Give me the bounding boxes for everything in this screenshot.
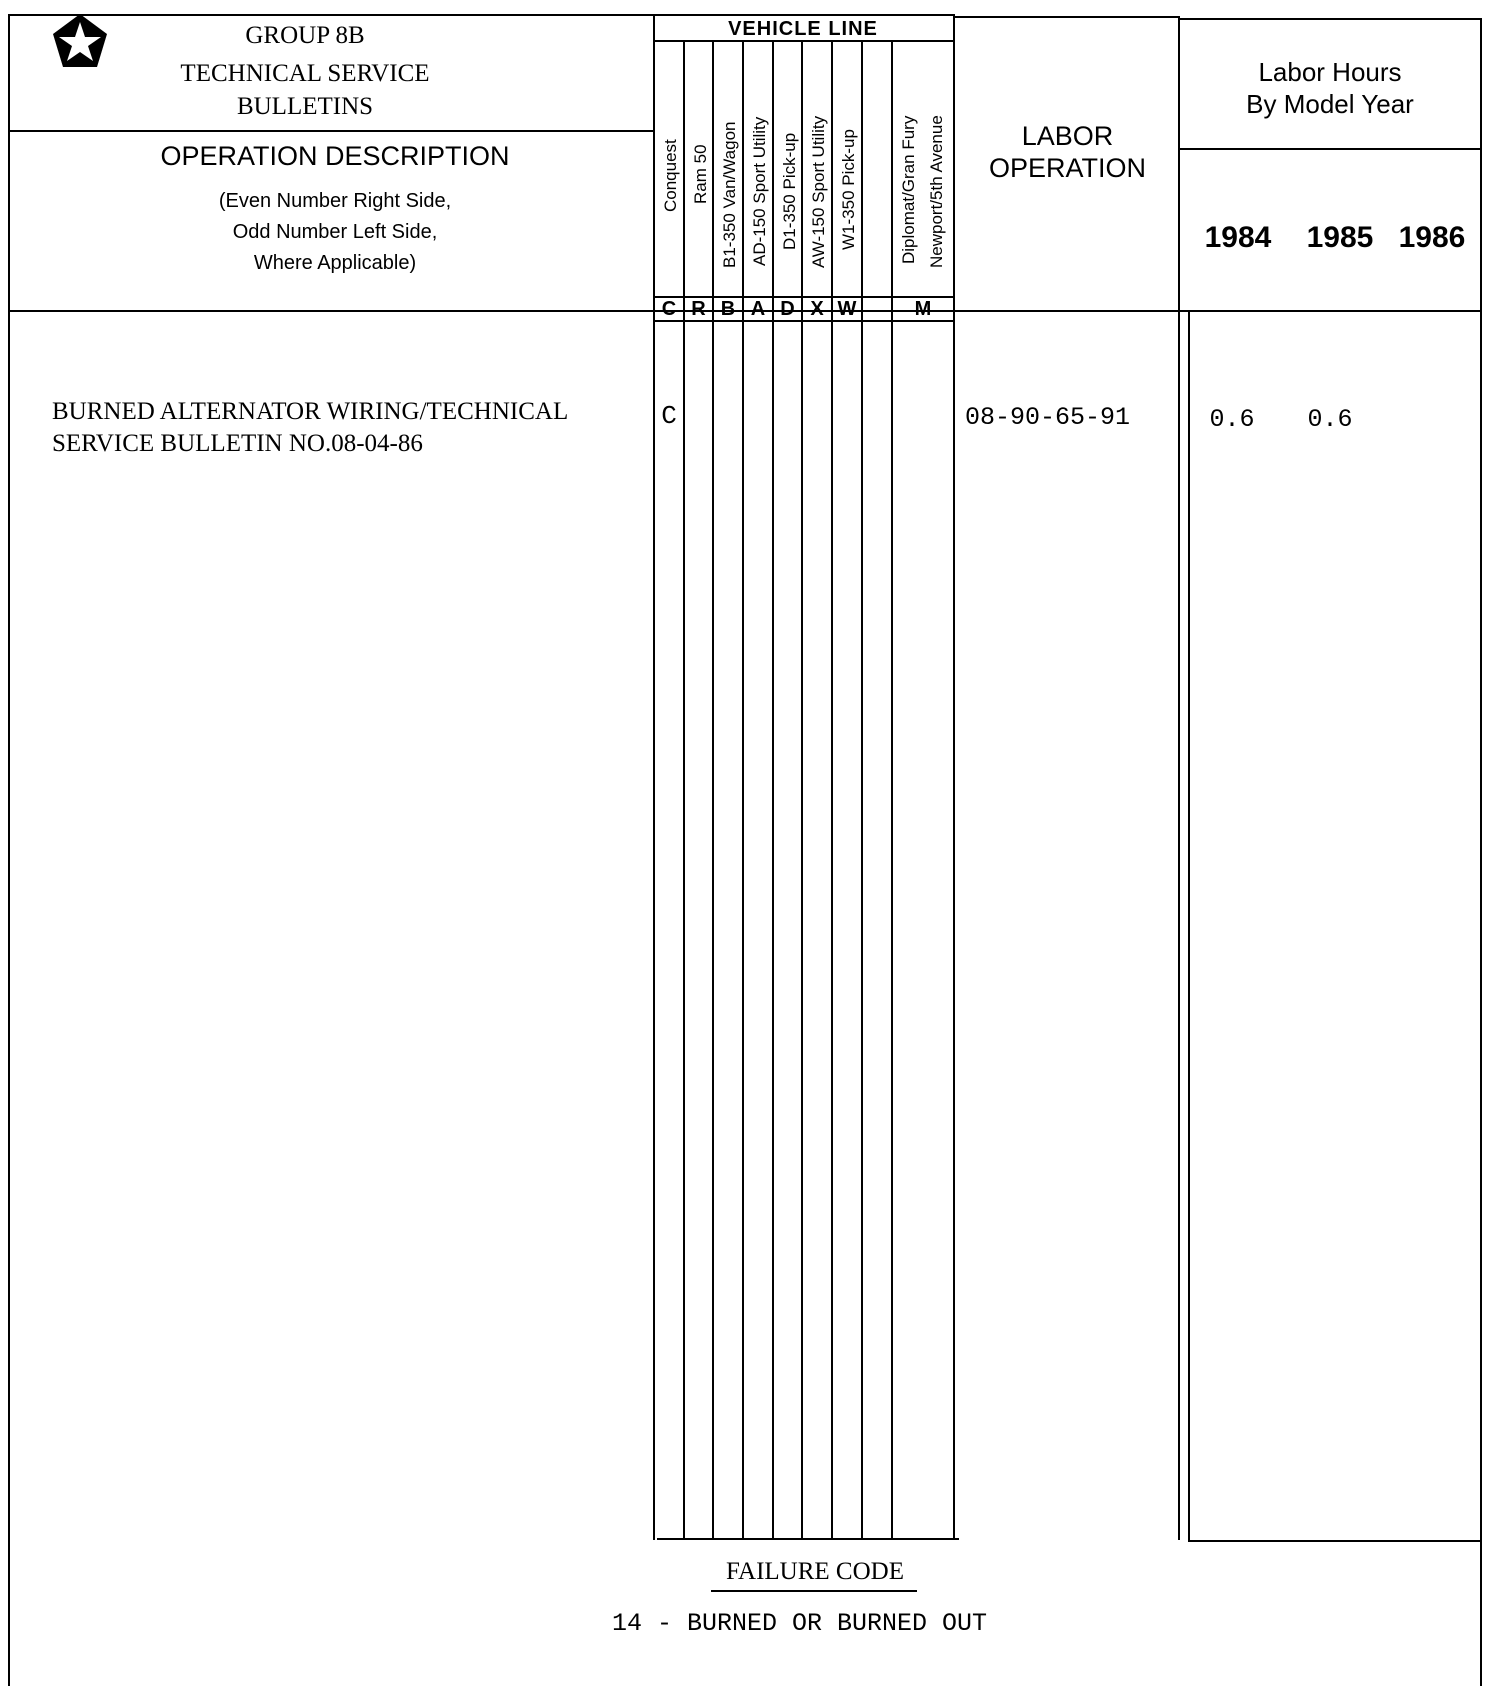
vehicle-line-title: VEHICLE LINE — [728, 18, 878, 40]
row-hours-1985: 0.6 — [1307, 405, 1353, 434]
labor-operation-label-1: LABOR — [1021, 121, 1114, 151]
year-1986: 1986 — [1398, 221, 1466, 254]
row-vehicle-mark: C — [661, 401, 677, 431]
vehicle-code-d: D — [780, 298, 795, 320]
vehicle-code-x: X — [810, 298, 824, 320]
failure-code-title: FAILURE CODE — [725, 1558, 904, 1585]
vcol-line-6 — [831, 40, 833, 1540]
vehicle-label-newport: Newport/5th Avenue — [927, 115, 946, 268]
row-description-line1: BURNED ALTERNATOR WIRING/TECHNICAL — [52, 398, 569, 425]
vehicle-code-a: A — [750, 298, 766, 320]
title-line1: TECHNICAL SERVICE — [180, 60, 430, 87]
vcol-line-3 — [742, 40, 744, 1540]
op-desc-note1: (Even Number Right Side, — [218, 190, 452, 212]
vehicle-label-diplomat: Diplomat/Gran Fury — [899, 115, 918, 264]
op-desc-title: OPERATION DESCRIPTION — [160, 141, 510, 171]
op-desc-note3: Where Applicable) — [253, 252, 417, 274]
vehicle-table-bottom — [657, 1538, 959, 1540]
title-line2: BULLETINS — [236, 93, 374, 120]
vehicle-label-conquest: Conquest — [661, 139, 680, 212]
divider-title — [8, 130, 653, 132]
vcol-line-8 — [891, 40, 893, 1540]
row-hours-1984: 0.6 — [1209, 405, 1255, 434]
vehicle-code-r: R — [691, 298, 706, 320]
vehicle-label-aw150: AW-150 Sport Utility — [809, 115, 828, 268]
frame-right — [1480, 18, 1482, 1686]
hours-title-divider — [1180, 148, 1482, 150]
vehicle-label-b1350: B1-350 Van/Wagon — [720, 121, 739, 268]
vcol-line-7 — [861, 40, 863, 1540]
vehicle-title-bottom — [653, 40, 953, 42]
op-desc-note2: Odd Number Left Side, — [232, 221, 438, 243]
vehicle-label-d1350: D1-350 Pick-up — [780, 132, 799, 250]
labor-hours-label-1: Labor Hours — [1258, 57, 1402, 87]
pentastar-icon — [50, 12, 110, 72]
failure-code-text: 14 - BURNED OR BURNED OUT — [612, 1609, 988, 1638]
vcol-line-5 — [801, 40, 803, 1540]
hours-left-lower — [1188, 310, 1190, 1542]
frame-top-hours — [1180, 18, 1482, 20]
vehicle-code-b: B — [720, 298, 736, 320]
vcol-line-4 — [772, 40, 774, 1540]
year-1985: 1985 — [1306, 221, 1374, 254]
failure-code-underline — [711, 1590, 917, 1592]
hours-bottom — [1188, 1540, 1482, 1542]
vehicle-label-ram50: Ram 50 — [691, 144, 710, 204]
vcol-line-9 — [953, 14, 955, 1540]
vehicle-code-c: C — [661, 298, 677, 320]
vehicle-label-ad150: AD-150 Sport Utility — [750, 116, 769, 266]
labor-operation-label-2: OPERATION — [988, 153, 1147, 183]
vcol-line-0 — [653, 14, 655, 1540]
vehicle-code-m: M — [914, 298, 932, 320]
year-1984: 1984 — [1204, 221, 1272, 254]
vcol-line-1 — [683, 40, 685, 1540]
vehicle-code-w: W — [837, 298, 857, 320]
row-labor-operation: 08-90-65-91 — [965, 403, 1131, 432]
labor-hours-label-2: By Model Year — [1246, 89, 1414, 119]
frame-left — [8, 14, 10, 1686]
row-description-line2: SERVICE BULLETIN NO.08-04-86 — [52, 430, 423, 457]
group-title: GROUP 8B — [245, 22, 365, 49]
vehicle-code-bottom — [655, 320, 955, 322]
vehicle-label-w1350: W1-350 Pick-up — [839, 129, 858, 250]
labor-op-divider — [1178, 18, 1180, 1540]
vcol-line-2 — [712, 40, 714, 1540]
frame-top-labor — [955, 16, 1180, 18]
